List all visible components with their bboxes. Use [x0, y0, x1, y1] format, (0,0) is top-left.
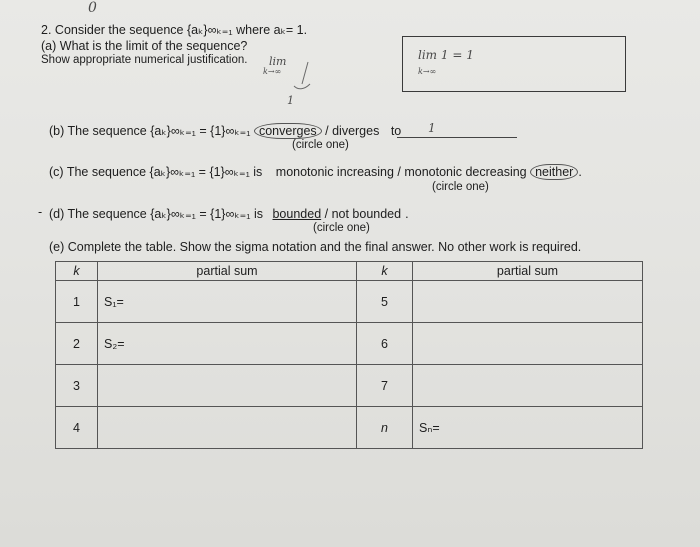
cell-k-left: 2 — [56, 323, 98, 365]
cell-k-right: 6 — [357, 323, 413, 365]
cell-sum-right: Sₙ= — [413, 407, 643, 449]
cell-k-left: 1 — [56, 281, 98, 323]
part-b-label: (b) — [49, 124, 65, 138]
cell-sum-left: S₂= — [98, 323, 357, 365]
part-d-label: (d) — [49, 207, 65, 221]
cell-k-left: 4 — [56, 407, 98, 449]
question-stem — [41, 22, 307, 37]
part-b-to: to — [390, 124, 402, 138]
part-c-line — [49, 164, 582, 180]
cell-k-right: 5 — [357, 281, 413, 323]
header-k-right: k — [357, 262, 413, 281]
handwriting-lim-left: lim — [269, 55, 287, 68]
part-b-line — [49, 123, 401, 139]
handwriting-lim-sub-left: k→∞ — [263, 67, 282, 76]
bleed-through-shadow — [60, 98, 440, 110]
cell-sum-left: S₁= — [98, 281, 357, 323]
part-a-text: What is the limit of the sequence? — [59, 39, 248, 53]
part-b-hint: (circle one) — [292, 139, 349, 151]
question-stem-text: Consider the sequence {aₖ}∞ₖ₌₁ where aₖ= 1. — [54, 23, 308, 37]
handwriting-box-sub: k→∞ — [418, 67, 437, 76]
handwriting-box-lim: lim 1 = 1 — [418, 48, 474, 62]
cell-k-left: 3 — [56, 365, 98, 407]
part-a-question — [41, 39, 247, 53]
header-partial-sum-right: partial sum — [413, 262, 643, 281]
page-corner-mark: 0 — [88, 0, 97, 16]
part-c-suffix: . — [578, 165, 582, 179]
part-e-label: (e) — [49, 240, 65, 254]
part-d-option-not-bounded: not bounded — [331, 207, 402, 221]
part-c-label: (c) — [49, 165, 64, 179]
part-e-line — [49, 240, 581, 254]
cell-sum-left — [98, 365, 357, 407]
header-k-left: k — [56, 262, 98, 281]
part-c-separator: / — [393, 165, 405, 179]
part-c-option-neither: neither — [530, 164, 578, 180]
table-row — [56, 323, 643, 365]
part-c-option-increasing: monotonic increasing — [275, 165, 394, 179]
table-row — [56, 365, 643, 407]
table-row — [56, 281, 643, 323]
part-b-prefix: The sequence {aₖ}∞ₖ₌₁ = {1}∞ₖ₌₁ — [67, 124, 251, 138]
part-d-prefix: The sequence {aₖ}∞ₖ₌₁ = {1}∞ₖ₌₁ is — [67, 207, 263, 221]
part-d-margin-mark: - — [38, 205, 43, 219]
part-b-option-converges: converges — [254, 123, 322, 139]
part-e-text: Complete the table. Show the sigma notation and the final answer. No other work is required. — [67, 240, 582, 254]
part-d-line — [49, 206, 409, 221]
part-b-answer: 1 — [428, 121, 436, 135]
part-d-suffix: . — [405, 207, 409, 221]
table-header-row — [56, 262, 643, 281]
part-d-separator: / — [321, 207, 332, 221]
part-b-separator: / — [321, 124, 333, 138]
part-d-option-bounded: bounded — [272, 207, 322, 221]
question-number: 2. — [41, 23, 52, 37]
part-a-answer-box — [402, 36, 626, 92]
part-c-prefix: The sequence {aₖ}∞ₖ₌₁ = {1}∞ₖ₌₁ is — [66, 165, 263, 179]
part-b-answer-line — [397, 137, 517, 138]
cell-sum-left — [98, 407, 357, 449]
part-b-option-diverges: diverges — [332, 124, 380, 138]
part-c-hint: (circle one) — [432, 181, 489, 193]
partial-sum-table — [55, 261, 643, 449]
part-a-label: (a) — [41, 39, 57, 53]
table-row — [56, 407, 643, 449]
cell-sum-right — [413, 281, 643, 323]
handwriting-scribble — [278, 56, 318, 96]
part-c-option-decreasing: monotonic decreasing — [404, 165, 527, 179]
header-partial-sum-left: partial sum — [98, 262, 357, 281]
part-d-hint: (circle one) — [313, 222, 370, 234]
cell-k-right: n — [357, 407, 413, 449]
cell-sum-right — [413, 323, 643, 365]
part-a-justification-label: Show appropriate numerical justification. — [41, 54, 248, 66]
cell-k-right: 7 — [357, 365, 413, 407]
handwriting-one-left: 1 — [287, 94, 294, 107]
cell-sum-right — [413, 365, 643, 407]
